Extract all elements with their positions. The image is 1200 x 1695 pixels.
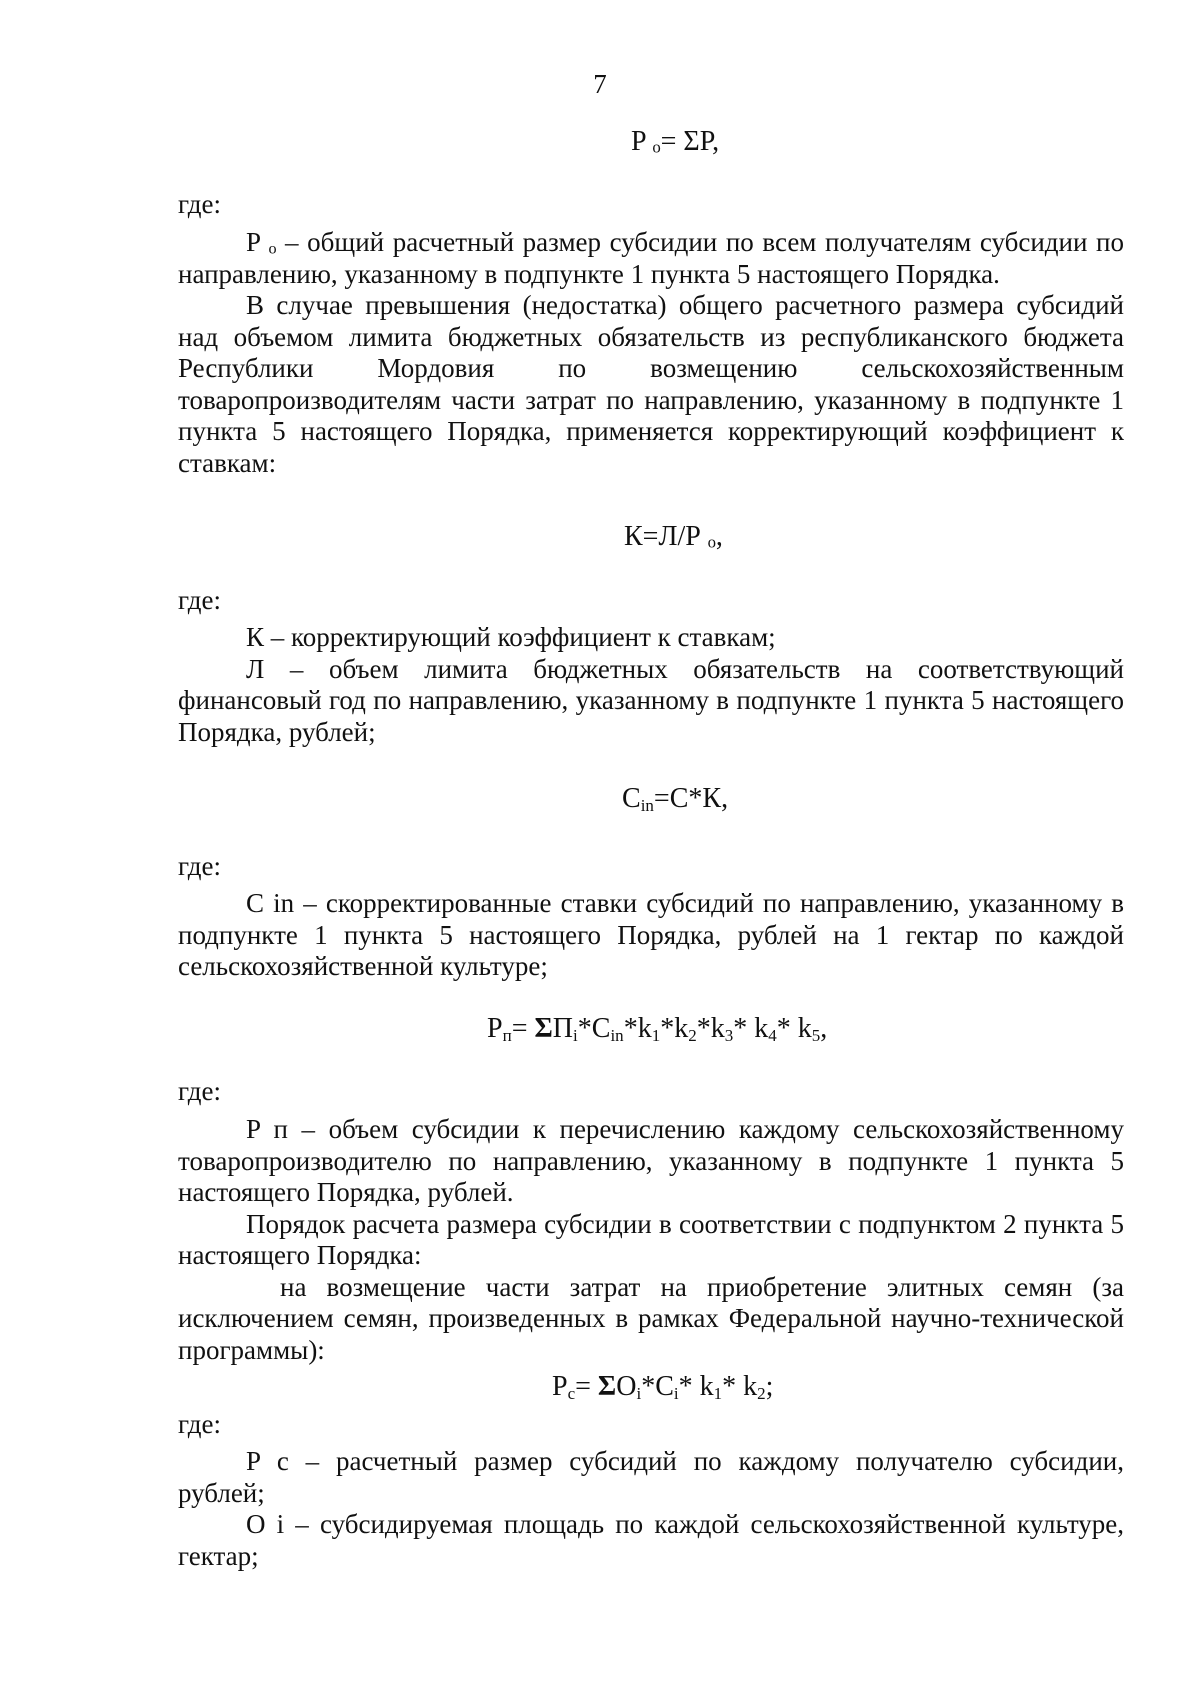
paragraph-pn-definition: P п – объем субсидии к перечислению каждому сельскохозяйственному товаропроизводителю по направлению, указанному в подпункте 1 пункта 5 настоящего Порядка, рублей. [178,1114,1124,1207]
formula-subsidy-transfer: $P_п= \Sigma П_i*C_{in}*k_1*k_2*k_3*$ $k_4*$ $k_5$, [487,1013,828,1045]
page-number: 7 [593,69,607,99]
text-block-2 [178,622,1124,748]
where-label: где: [178,1409,221,1439]
where-label: где: [178,189,221,219]
paragraph-pc-definition: P c – расчетный размер субсидий по каждому получателю субсидии, рублей; [178,1446,1124,1508]
text-block-3 [178,888,1124,983]
text-block-1 [178,227,1124,479]
text-block-5 [178,1446,1124,1572]
formula-seed-subsidy: $P_c= \Sigma O_i*C_i*$ $k_1*$ $k_2$; [552,1371,774,1403]
where-label: где: [178,851,221,881]
where-label: где: [178,1076,221,1106]
where-label: где: [178,585,221,615]
paragraph-cin-definition: C in – скорректированные ставки субсидий по направлению, указанному в подпункте 1 пункта 5 настоящего Порядка, рублей на 1 гектар по каждой сельскохозяйственной культуре; [178,888,1124,981]
paragraph-l-definition: Л – объем лимита бюджетных обязательств на соответствующий финансовый год по направлению, указанному в подпункте 1 пункта 5 настоящего Порядка, рублей; [178,653,1124,747]
formula-correction-coefficient: К=Л/Р ₒ, [624,521,723,552]
paragraph-elite-seeds: на возмещение части затрат на приобретение элитных семян (за исключением семян, произведенных в рамках Федеральной научно-технической программы): [178,1271,1124,1365]
paragraph-oi-definition: O i – субсидируемая площадь по каждой сельскохозяйственной культуре, гектар; [178,1509,1124,1571]
formula-total-subsidy: P ₒ= ΣP, [631,126,720,157]
paragraph-correction-condition: В случае превышения (недостатка) общего расчетного размера субсидий над объемом лимита бюджетных обязательств из республиканского бюджета Республики Мордовия по возмещению сельскохозяйственным товаропроизводителям части затрат по направлению, указанному в подпункте 1 пункта 5 настоящего Порядка, применяется корректирующий коэффициент к ставкам: [178,290,1124,478]
paragraph-procedure-subpoint-2: Порядок расчета размера субсидии в соответствии с подпунктом 2 пункта 5 настоящего Порядка: [178,1208,1124,1270]
paragraph-k-definition: К – корректирующий коэффициент к ставкам; [246,622,776,652]
text-block-4 [178,1114,1124,1366]
paragraph-ro-definition: P ₒ – общий расчетный размер субсидии по всем получателям субсидии по направлению, указанному в подпункте 1 пункта 5 настоящего Порядка. [178,227,1124,289]
formula-corrected-rate: $C_{in}=C*К$, [622,783,729,815]
